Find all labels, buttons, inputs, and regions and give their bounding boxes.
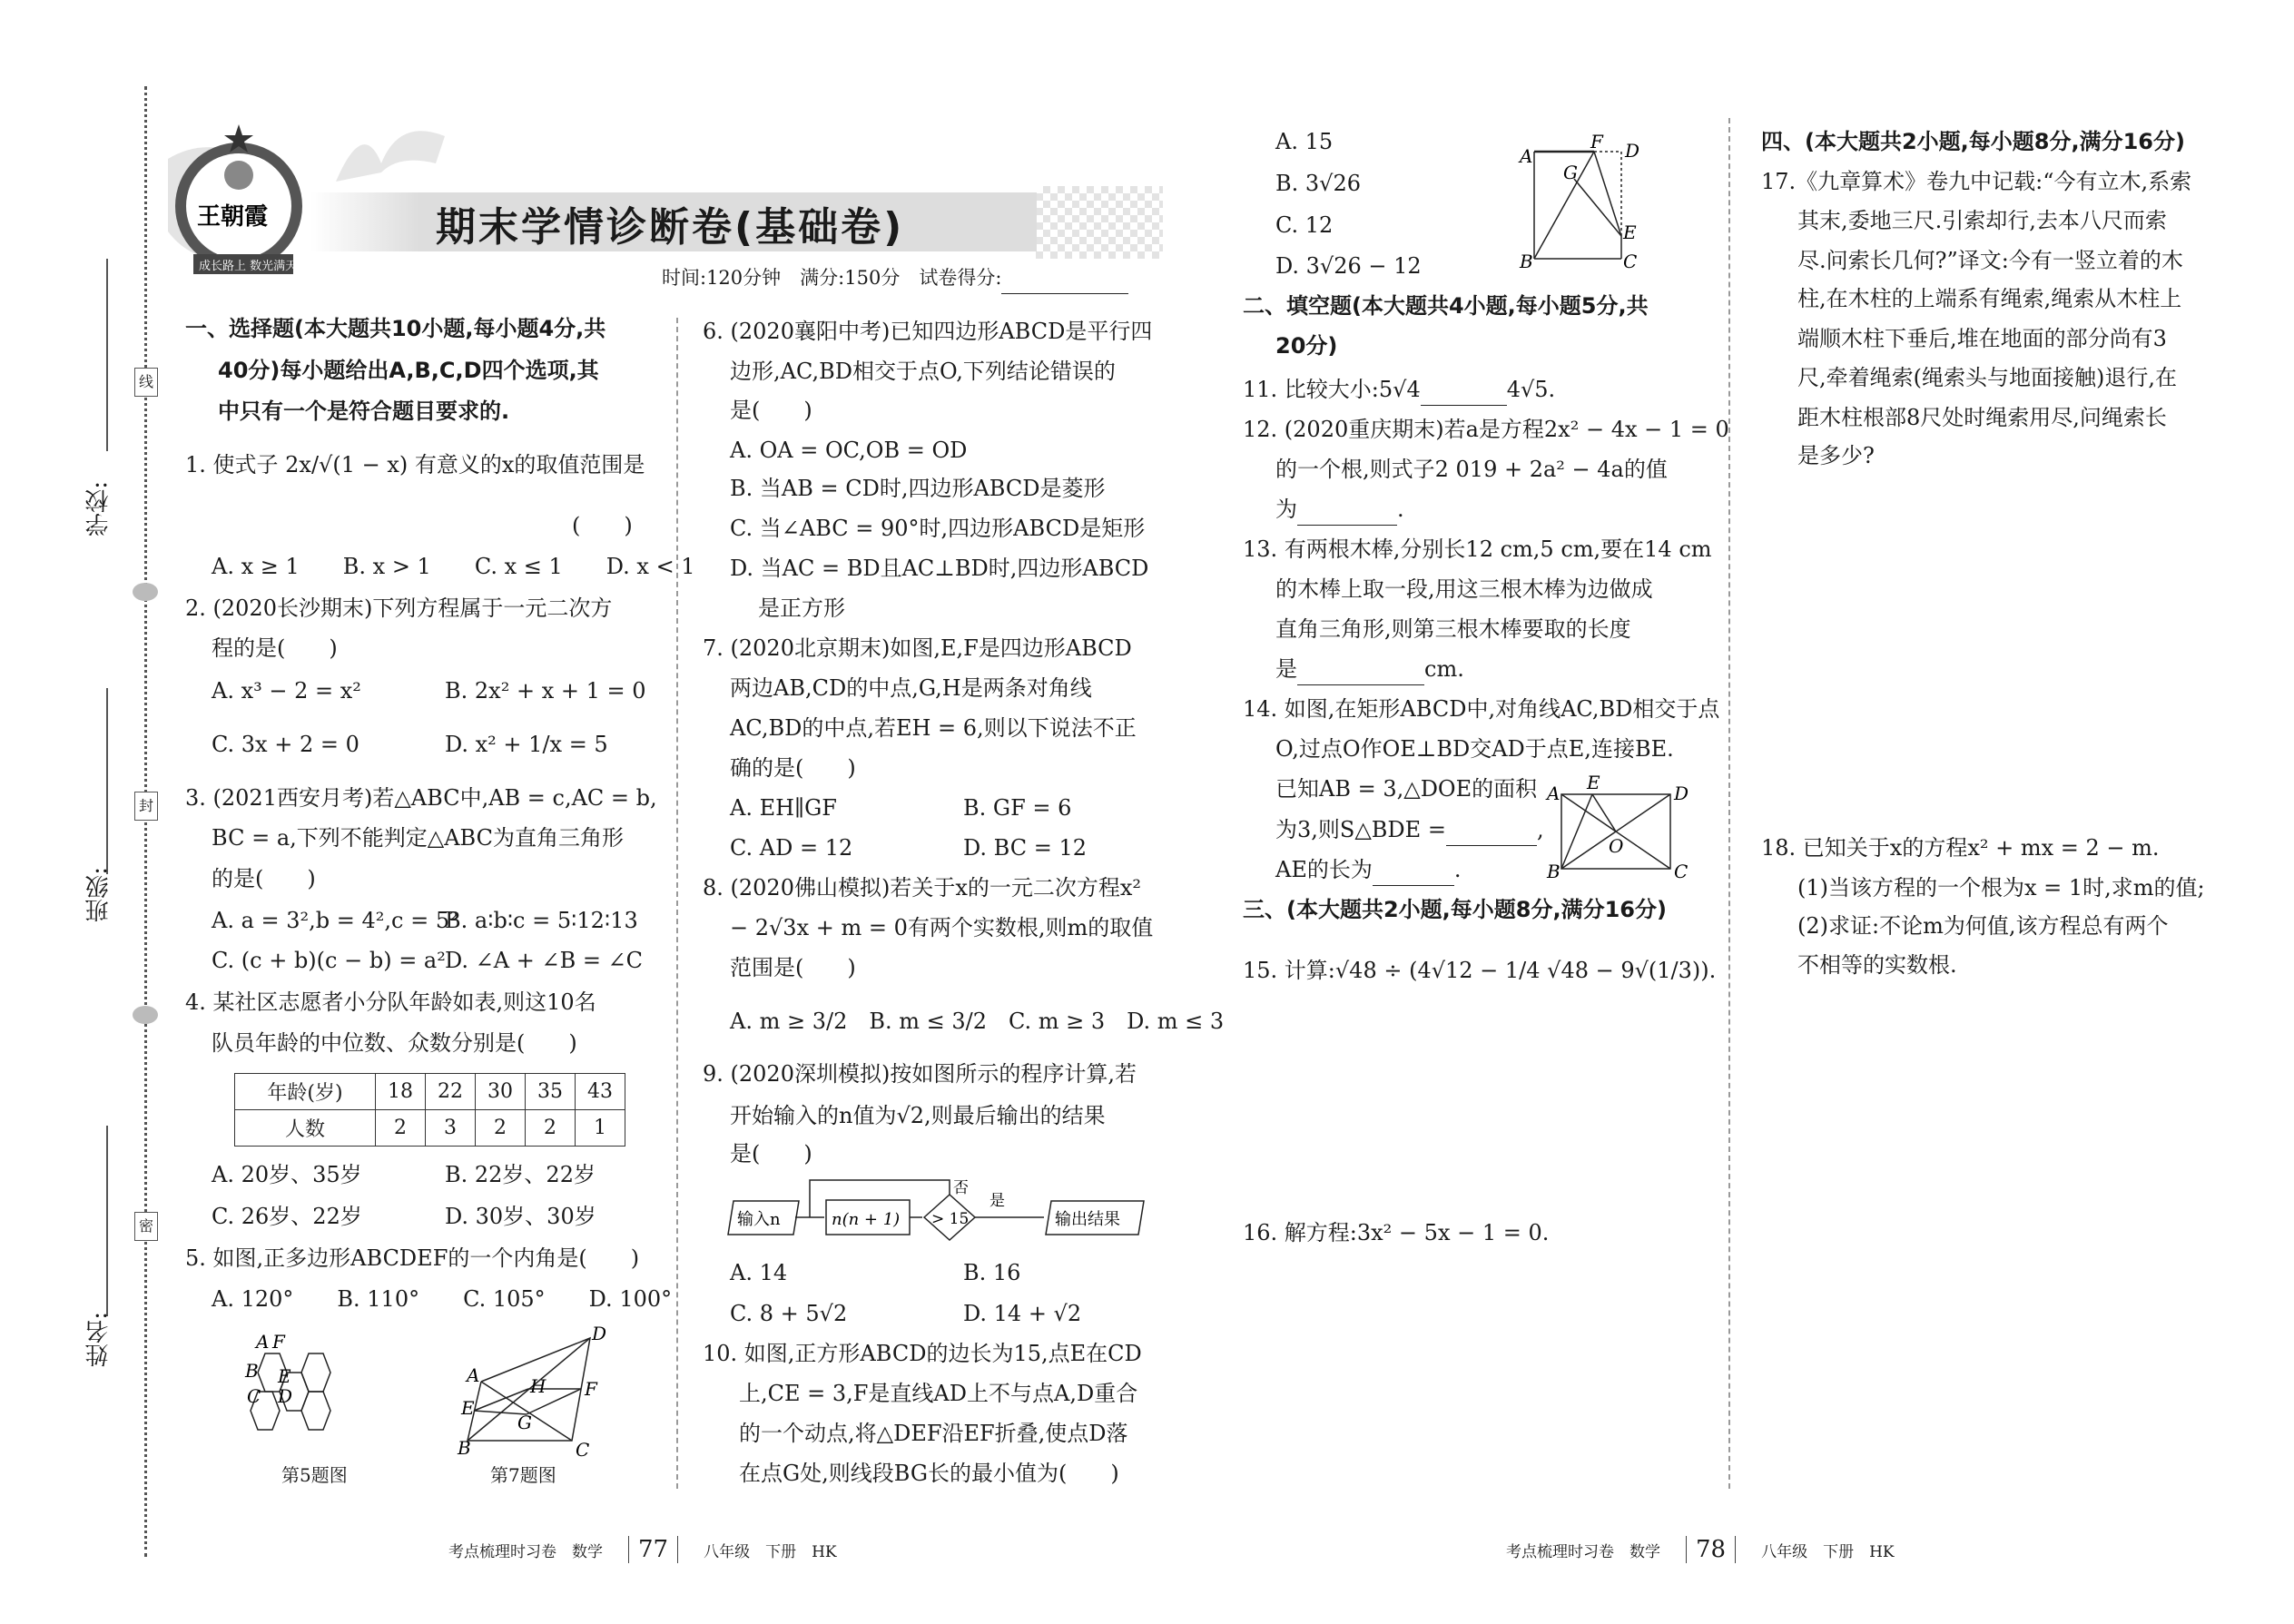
score-field[interactable] [1001,270,1128,294]
table-cell: 18 [376,1074,426,1110]
question-text: 在点G处,则线段BG长的最小值为( ) [739,1461,1119,1486]
option-d: D. 3√26 − 12 [1275,253,1422,279]
options: A. x ≥ 1 B. x > 1 C. x ≤ 1 D. x < 1 [212,554,695,579]
svg-text:E: E [278,1365,291,1387]
question-text: 上,CE = 3,F是直线AD上不与点A,D重合 [739,1381,1138,1406]
flow-input-label: 输入n [737,1210,781,1229]
options: A. 120° B. 110° C. 105° D. 100° [212,1286,673,1312]
question-text: 不相等的实数根. [1797,952,1957,978]
question-text: 开始输入的n值为√2,则最后输出的结果 [730,1103,1106,1128]
question-text: 是 [1275,656,1297,682]
svg-text:成长路上 数光满天: 成长路上 数光满天 [199,260,298,273]
page-title: 期末学情诊断卷(基础卷) [436,204,905,251]
option-d: D. 30岁、30岁 [445,1204,596,1229]
option-d: 是正方形 [758,595,845,621]
question-text: 端顺木柱下垂后,堆在地面的部分尚有3 [1797,326,2167,351]
footer-grade: 八年级 下册 HK [704,1543,837,1561]
option-b: B. 2x² + x + 1 = 0 [445,678,646,704]
question-text: BC = a,下列不能判定△ABC为直角三角形 [212,825,624,851]
binding-line [144,86,147,1557]
option-c: C. 当∠ABC = 90°时,四边形ABCD是矩形 [730,516,1146,541]
school-label: 学校: [85,481,113,536]
table-cell: 2 [526,1110,576,1147]
question-8: 8. (2020佛山模拟)若关于x的一元二次方程x² [703,875,1142,901]
square-figure [1518,131,1672,272]
answer-blank[interactable] [1421,381,1507,406]
svg-text:D: D [592,1323,607,1344]
svg-text:D: D [278,1385,293,1407]
question-10: 10. 如图,正方形ABCD的边长为15,点E在CD [703,1341,1142,1366]
figure-caption: 第7题图 [490,1464,556,1486]
svg-text:F: F [1590,131,1603,153]
svg-text:C: C [576,1439,590,1461]
question-text: 直角三角形,则第三根木棒要取的长度 [1275,616,1631,642]
ribbon-decoration [327,127,454,200]
svg-text:B: B [245,1360,259,1382]
svg-text:G: G [1563,162,1578,183]
svg-text:B: B [1547,861,1561,882]
footer-series: 考点梳理时习卷 数学 [448,1543,603,1561]
page-number: 77 [628,1536,678,1563]
flow-output-label: 输出结果 [1055,1210,1120,1229]
question-text: 的一个动点,将△DEF沿EF折叠,使点D落 [739,1421,1128,1446]
svg-text:B: B [1520,251,1533,272]
svg-text:F: F [272,1331,285,1353]
footer-series: 考点梳理时习卷 数学 [1506,1543,1660,1561]
table-cell: 2 [476,1110,526,1147]
svg-text:O: O [1609,835,1624,857]
option-a: A. EH∥GF [730,795,837,821]
seal-mark: 密 [134,1212,158,1241]
option-b: B. 当AB = CD时,四边形ABCD是菱形 [730,476,1106,501]
svg-text:E: E [461,1397,475,1419]
option-c: C. 3x + 2 = 0 [212,732,359,757]
section-heading: 三、(本大题共2小题,每小题8分,满分16分) [1243,897,1667,922]
svg-text:E: E [1623,221,1637,243]
svg-text:王朝霞: 王朝霞 [197,203,269,231]
seal-circle-icon [133,583,158,601]
question-text: 两边AB,CD的中点,G,H是两条对角线 [730,675,1092,701]
flow-yes-label: 是 [989,1192,1005,1210]
question-text: 队员年龄的中位数、众数分别是( ) [212,1030,577,1056]
svg-text:A: A [1520,145,1533,167]
school-field[interactable] [106,259,108,451]
question-text: 程的是( ) [212,635,338,661]
table-cell: 43 [576,1074,625,1110]
question-6: 6. (2020襄阳中考)已知四边形ABCD是平行四 [703,319,1153,344]
option-d: D. 14 + √2 [963,1301,1082,1326]
option-b: B. a∶b∶c = 5∶12∶13 [445,908,638,933]
question-text: 距木柱根部8尺处时绳索用尽,问绳索长 [1797,405,2167,430]
option-b: B. GF = 6 [963,795,1072,821]
question-18: 18. 已知关于x的方程x² + mx = 2 − m. [1761,835,2160,861]
svg-text:B: B [458,1437,471,1459]
question-text: 是( ) [730,398,812,423]
quadrilateral-figure [454,1323,617,1461]
answer-blank[interactable] [1373,861,1454,886]
option-a: A. 14 [730,1260,788,1285]
option-a: A. 15 [1275,129,1334,154]
option-d: D. BC = 12 [963,835,1087,861]
option-b: B. 3√26 [1275,171,1361,196]
section-heading: 中只有一个是符合题目要求的. [218,399,510,424]
question-7: 7. (2020北京期末)如图,E,F是四边形ABCD [703,635,1132,661]
question-text: 是( ) [730,1141,812,1166]
option-c: C. 12 [1275,212,1334,238]
question-text: . [1397,497,1404,522]
section-heading: 四、(本大题共2小题,每小题8分,满分16分) [1761,129,2185,154]
question-text: AC,BD的中点,若EH = 6,则以下说法不正 [730,715,1137,741]
question-15: 15. 计算:√48 ÷ (4√12 − 1/4 √48 − 9√(1/3)). [1243,958,1717,983]
question-text: 11. 比较大小:5√4 [1243,377,1421,402]
question-text: O,过点O作OE⊥BD交AD于点E,连接BE. [1275,736,1674,762]
section-heading: 一、选择题(本大题共10小题,每小题4分,共 [185,316,606,341]
question-17: 17.《九章算术》卷九中记载:“今有立木,系索 [1761,169,2192,194]
question-4: 4. 某社区志愿者小分队年龄如表,则这10名 [185,989,596,1015]
option-c: C. 8 + 5√2 [730,1301,848,1326]
option-d: D. x² + 1/x = 5 [445,732,608,757]
question-text: cm. [1424,656,1464,682]
rectangle-figure [1543,772,1707,882]
question-14: 14. 如图,在矩形ABCD中,对角线AC,BD相交于点 [1243,696,1720,722]
question-text: 尽.问索长几何?”译文:今有一竖立着的木 [1797,248,2183,273]
question-9: 9. (2020深圳模拟)按如图所示的程序计算,若 [703,1061,1137,1087]
table-cell: 22 [426,1074,476,1110]
table-row [235,1110,625,1147]
table-row [235,1074,625,1110]
age-table [234,1073,625,1147]
option-c: C. 26岁、22岁 [212,1204,362,1229]
footer-right [1506,1536,1895,1563]
table-header: 年龄(岁) [235,1074,376,1110]
question-3: 3. (2021西安月考)若△ABC中,AB = c,AC = b, [185,785,657,811]
question-text: 为3,则S△BDE = [1275,817,1446,842]
flowchart [726,1178,1144,1251]
question-text: 尺,牵着绳索(绳索头与地面接触)退行,在 [1797,365,2177,390]
question-text: 柱,在木柱的上端系有绳索,绳索从木柱上 [1797,286,2182,311]
question-text: 是多少? [1797,443,1875,468]
options: A. m ≥ 3/2 B. m ≤ 3/2 C. m ≥ 3 D. m ≤ 3 [730,1009,1225,1034]
question-2: 2. (2020长沙期末)下列方程属于一元二次方 [185,595,613,621]
checker-decoration [1036,186,1163,259]
answer-bracket: ( ) [572,513,633,538]
svg-text:G: G [517,1412,532,1433]
svg-text:D: D [1625,140,1640,162]
question-16: 16. 解方程:3x² − 5x − 1 = 0. [1243,1220,1550,1245]
answer-blank[interactable] [1297,661,1424,685]
column-divider [676,318,678,1489]
column-divider [1728,118,1730,1489]
question-text: 其末,委地三尺.引索却行,去本八尺而索 [1797,208,2167,233]
section-heading: 20分) [1275,333,1338,359]
question-text: AE的长为 [1275,857,1373,882]
question-text: 的一个根,则式子2 019 + 2a² − 4a的值 [1275,457,1668,482]
option-a: A. OA = OC,OB = OD [730,438,968,463]
flow-condition-label: > 15 [931,1210,970,1228]
class-label: 班级: [85,867,113,922]
table-cell: 3 [426,1110,476,1147]
answer-blank[interactable] [1297,501,1397,526]
question-5: 5. 如图,正多边形ABCDEF的一个内角是( ) [185,1245,640,1271]
question-text: 边形,AC,BD相交于点O,下列结论错误的 [730,359,1116,384]
question-text: 的木棒上取一段,用这三根木棒为边做成 [1275,576,1653,602]
name-label: 姓名: [85,1312,113,1367]
footer-grade: 八年级 下册 HK [1761,1543,1895,1561]
class-field[interactable] [106,688,108,874]
option-d: D. 当AC = BD且AC⊥BD时,四边形ABCD [730,556,1149,581]
question-text: (1)当该方程的一个根为x = 1时,求m的值; [1797,875,2205,901]
question-12: 12. (2020重庆期末)若a是方程2x² − 4x − 1 = 0 [1243,417,1729,442]
seal-mark: 封 [134,792,158,821]
svg-text:H: H [530,1375,546,1397]
question-text: , [1536,817,1544,842]
question-text: 为 [1275,497,1297,522]
answer-blank[interactable] [1446,822,1537,846]
flow-calc-label: n(n + 1) [832,1210,901,1229]
table-header: 人数 [235,1110,376,1147]
page-number: 78 [1686,1536,1736,1563]
question-text: (2)求证:不论m为何值,该方程总有两个 [1797,913,2169,939]
question-text: 确的是( ) [730,755,856,781]
svg-text:E: E [1587,772,1600,793]
brand-logo [159,123,322,281]
footer-left [448,1536,837,1563]
question-text: 已知AB = 3,△DOE的面积 [1275,776,1538,802]
question-11 [1243,373,1555,406]
question-text: − 2√3x + m = 0有两个实数根,则m的取值 [730,915,1154,940]
section-heading: 40分)每小题给出A,B,C,D四个选项,其 [218,358,599,383]
question-text: 4√5. [1506,377,1556,402]
svg-text:C: C [1623,251,1638,272]
table-cell: 30 [476,1074,526,1110]
seal-mark: 线 [134,368,158,397]
svg-text:C: C [247,1385,261,1407]
section-heading: 二、填空题(本大题共4小题,每小题5分,共 [1243,293,1649,319]
question-13: 13. 有两根木棒,分别长12 cm,5 cm,要在14 cm [1243,536,1712,562]
option-b: B. 16 [963,1260,1021,1285]
svg-text:A: A [467,1364,480,1386]
table-cell: 2 [376,1110,426,1147]
question-text [1275,493,1404,526]
question-text [1275,853,1462,886]
question-text: 范围是( ) [730,955,856,980]
question-text [1275,653,1464,685]
question-text [1275,813,1544,846]
figure-caption: 第5题图 [281,1464,348,1486]
svg-text:D: D [1674,782,1689,804]
exam-meta-text: 时间:120分钟 满分:150分 试卷得分: [662,267,1002,289]
svg-text:A: A [256,1331,270,1353]
exam-meta [662,261,1128,294]
svg-text:F: F [585,1378,597,1400]
option-a: A. 20岁、35岁 [212,1162,362,1187]
seal-circle-icon [133,1006,158,1024]
svg-text:A: A [1547,782,1561,804]
question-text: 的是( ) [212,866,316,891]
option-c: C. (c + b)(c − b) = a² [212,948,446,973]
table-cell: 35 [526,1074,576,1110]
flow-no-label: 否 [953,1179,969,1197]
hexagon-figure [245,1330,399,1448]
option-c: C. AD = 12 [730,835,853,861]
option-a: A. a = 3²,b = 4²,c = 5² [212,908,458,933]
option-a: A. x³ − 2 = x² [212,678,361,704]
svg-text:C: C [1674,861,1689,882]
name-field[interactable] [106,1126,108,1316]
question-1: 1. 使式子 2x/√(1 − x) 有意义的x的取值范围是 [185,452,645,477]
option-d: D. ∠A + ∠B = ∠C [445,948,644,973]
table-cell: 1 [576,1110,625,1147]
option-b: B. 22岁、22岁 [445,1162,596,1187]
question-text: . [1453,857,1462,882]
